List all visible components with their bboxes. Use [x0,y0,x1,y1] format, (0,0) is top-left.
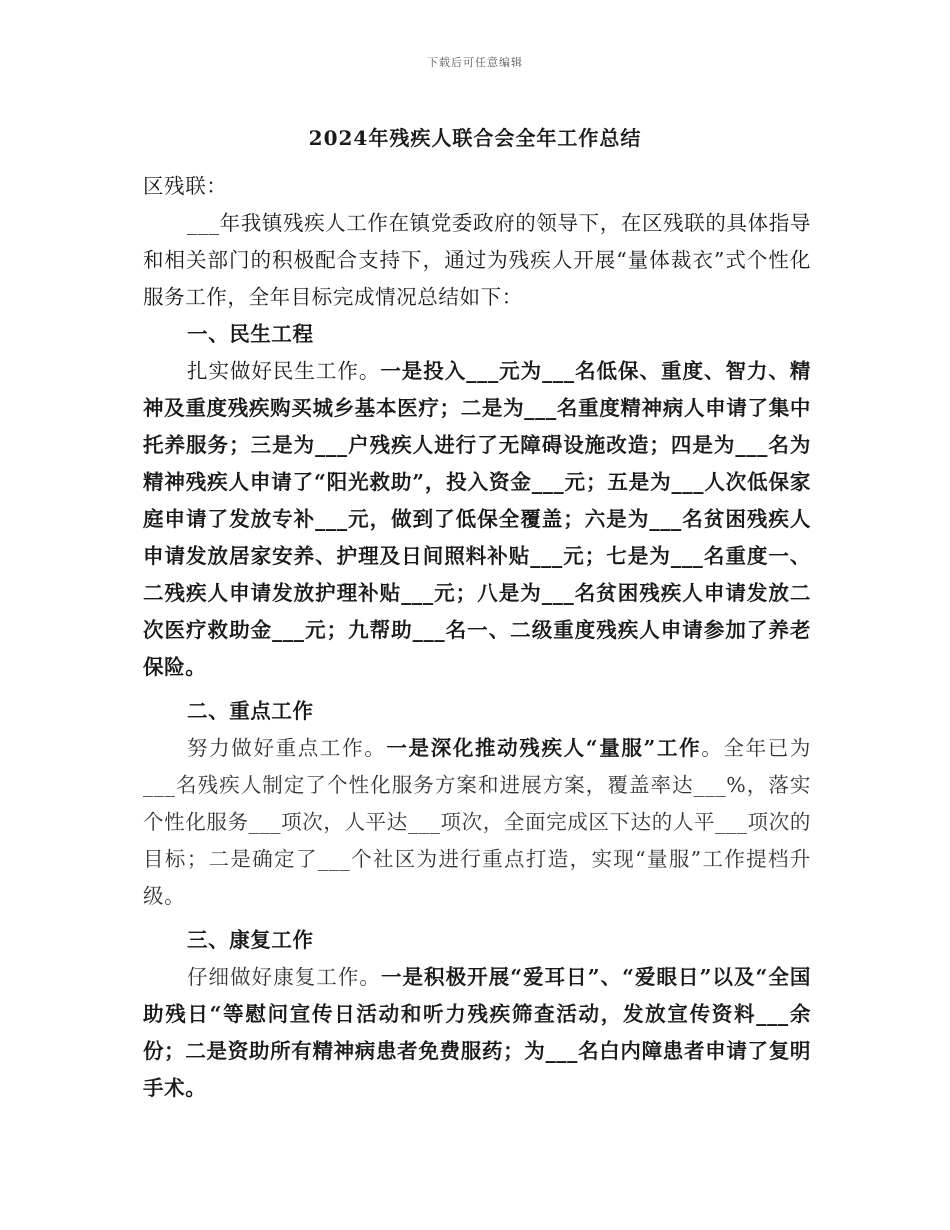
section-heading-3: 三、康复工作 [187,928,314,952]
section-body-2: 一是深化推动残疾人“量服”工作 [386,736,702,760]
header-note: 下载后可任意编辑 [427,56,523,69]
section-heading-2: 二、重点工作 [187,699,314,723]
section-paragraph-3 [143,959,811,1107]
intro-paragraph: ___年我镇残疾人工作在镇党委政府的领导下，在区残联的具体指导和相关部门的积极配合支持下，通过为残疾人开展“量体裁衣”式个性化服务工作，全年目标完成情况总结如下： [143,211,811,309]
section-tail-2: 。全年已为___名残疾人制定了个性化服务方案和进展方案，覆盖率达___%，落实个性化服务___项次，人平达___项次，全面完成区下达的人平___项次的目标；二是确定了___个社区为进行重点打造，实现“量服”工作提档升级。 [143,736,811,908]
document-title: 2024年残疾人联合会全年工作总结 [308,126,642,150]
section-lead-2: 努力做好重点工作。 [187,736,387,760]
section-body-3: 一是积极开展“爱耳日”、“爱眼日”以及“全国助残日“等慰问宣传日活动和听力残疾筛查活动，发放宣传资料___余份；二是资助所有精神病患者免费服药；为___名白内障患者申请了复明手术。 [143,965,811,1100]
section-paragraph-1 [143,353,811,686]
section-heading-1: 一、民生工程 [187,322,314,346]
salutation: 区残联： [143,174,228,198]
document-body [143,168,811,1107]
section-paragraph-2 [143,730,811,915]
section-lead-1: 扎实做好民生工作。 [187,359,381,383]
section-lead-3: 仔细做好康复工作。 [187,965,381,989]
section-body-1: 一是投入___元为___名低保、重度、智力、精神及重度残疾购买城乡基本医疗；二是为___名重度精神病人申请了集中托养服务；三是为___户残疾人进行了无障碍设施改造；四是为___名为精神残疾人申请了“阳光救助”，投入资金___元；五是为___人次低保家庭申请了发放专补___元，做到了低保全覆盖；六是为___名贫困残疾人申请发放居家安养、护理及日间照料补贴___元；七是为___名重度一、二残疾人申请发放护理补贴___元；八是为___名贫困残疾人申请发放二次医疗救助金___元；九帮助___名一、二级重度残疾人申请参加了养老保险。 [143,359,811,679]
